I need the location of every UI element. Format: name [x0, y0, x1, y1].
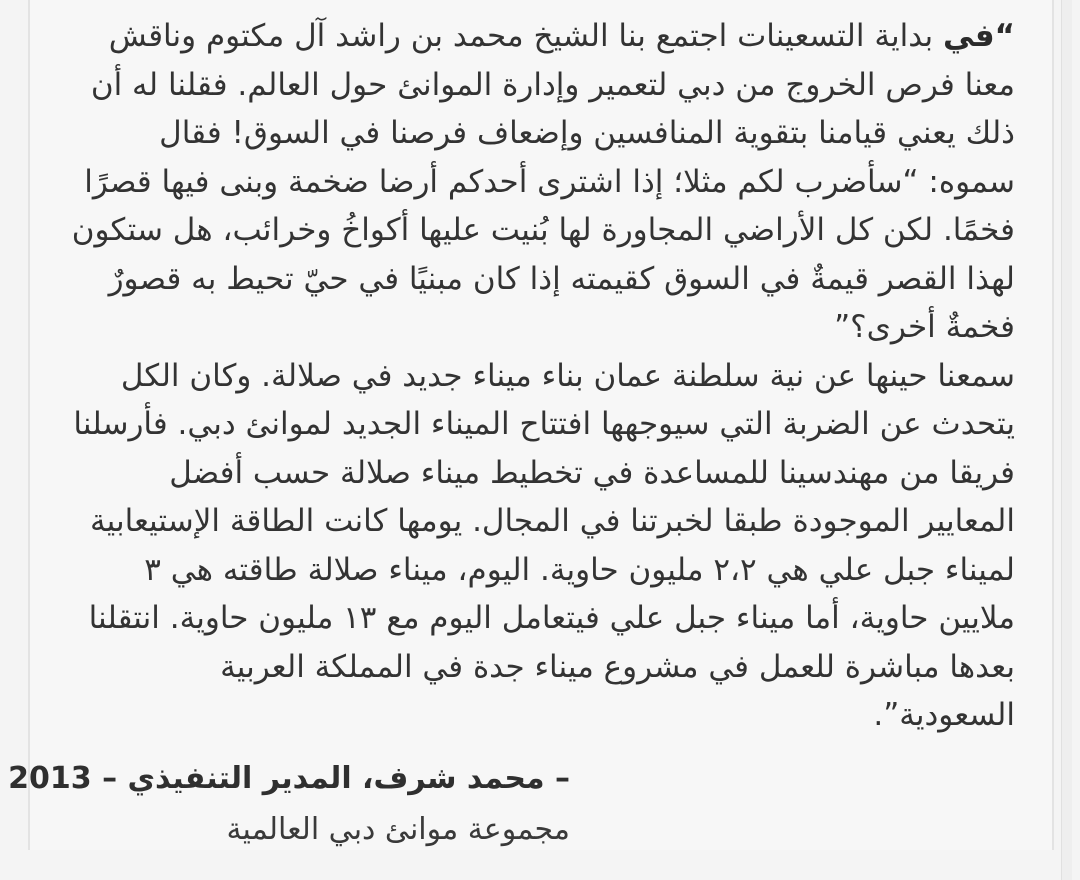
company-name: مجموعة موانئ دبي العالمية [226, 812, 570, 847]
author-line: – محمد شرف، المدير التنفيذي – 2013 [8, 761, 570, 796]
signature-block [8, 752, 570, 854]
quote-paragraph-1-text: بداية التسعينات اجتمع بنا الشيخ محمد بن راشد آل مكتوم وناقش معنا فرص الخروج من دبي لتعمير وإدارة الموانئ حول العالم. فقلنا له أن ذلك يعني قيامنا بتقوية المنافسين وإضعاف فرصنا في السوق! فقال سموه: “سأضرب لكم مثلا؛ إذا اشترى أحدكم أرضا ضخمة وبنى فيها قصرًا فخمًا. لكن كل الأراضي المجاورة لها بُنيت عليها أكواخُ وخرائب، هل ستكون لهذا القصر قيمةٌ في السوق كقيمته إذا كان مبنيًا في حيّ تحيط به قصورٌ فخمةٌ أخرى؟” [71, 18, 1015, 345]
quote-opening: “في [942, 18, 1015, 54]
quote-paragraph-1 [70, 12, 1015, 352]
page-edge [1061, 0, 1072, 880]
quote-block [70, 12, 1015, 740]
quote-paragraph-2: سمعنا حينها عن نية سلطنة عمان بناء ميناء جديد في صلالة. وكان الكل يتحدث عن الضربة التي سيوجهها افتتاح الميناء الجديد لموانئ دبي. فأرسلنا فريقا من مهندسينا للمساعدة في تخطيط ميناء صلالة حسب أفضل المعايير الموجودة طبقا لخبرتنا في المجال. يومها كانت الطاقة الإستيعابية لميناء جبل علي هي ٢،٢ مليون حاوية. اليوم، ميناء صلالة طاقته هي ٣ ملايين حاوية، أما ميناء جبل علي فيتعامل اليوم مع ١٣ مليون حاوية. انتقلنا بعدها مباشرة للعمل في مشروع ميناء جدة في المملكة العربية السعودية”. [73, 357, 1015, 733]
